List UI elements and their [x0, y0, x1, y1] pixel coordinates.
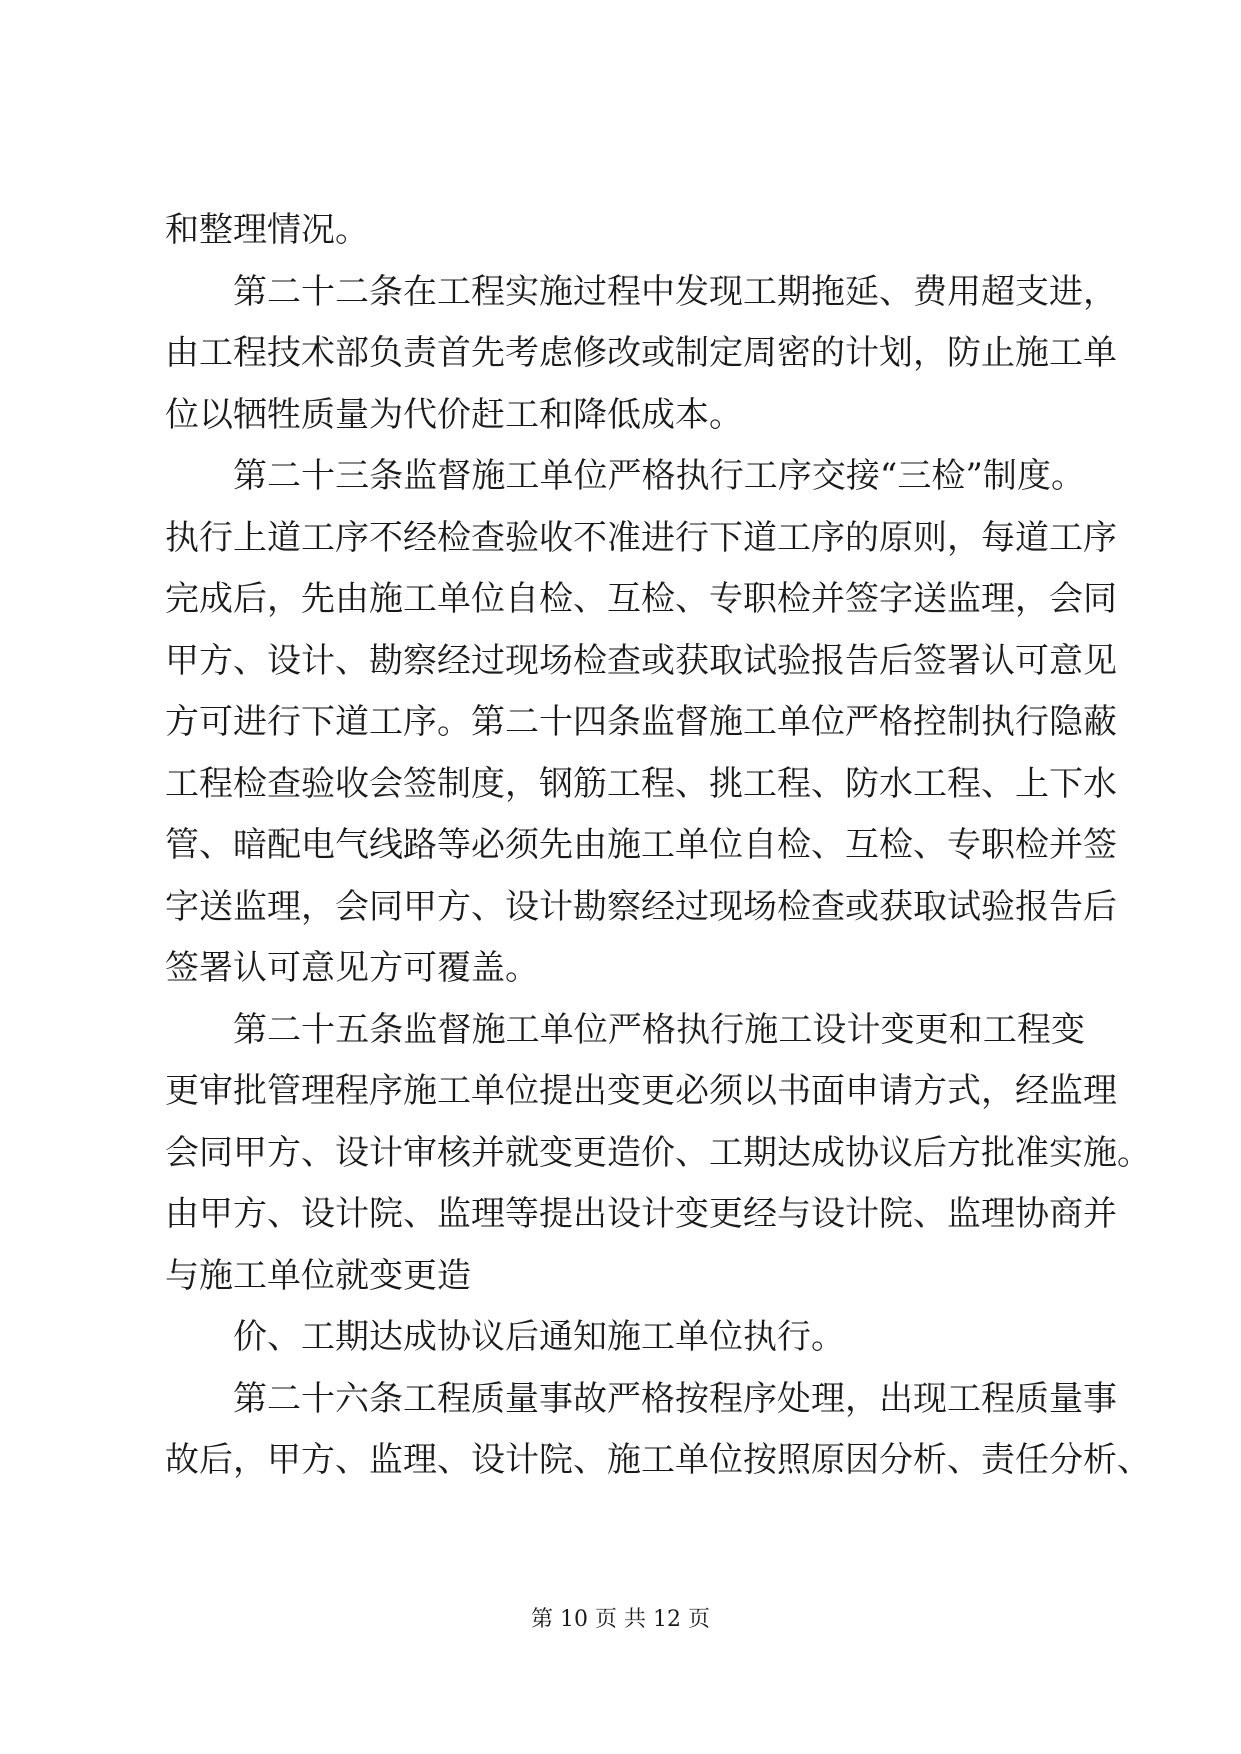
text-line: 签署认可意见方可覆盖。	[165, 948, 539, 988]
text-line: 字送监理，会同甲方、设计勘察经过现场检查或获取试验报告后	[165, 886, 1117, 927]
document-body	[165, 200, 1151, 1492]
text-line: 位以牺牲质量为代价赶工和降低成本。	[165, 394, 743, 435]
text-line: 由甲方、设计院、监理等提出设计变更经与设计院、监理协商并	[165, 1194, 1117, 1234]
text-line: 和整理情况。	[165, 210, 369, 250]
text-line: 方可进行下道工序。第二十四条监督施工单位严格控制执行隐蔽	[165, 702, 1117, 742]
text-line: 由工程技术部负责首先考虑修改或制定周密的计划，防止施工单	[165, 333, 1117, 373]
text-line: 价、工期达成协议后通知施工单位执行。	[233, 1317, 845, 1357]
text-line: 工程检查验收会签制度，钢筋工程、挑工程、防水工程、上下水	[165, 763, 1117, 804]
text-line: 故后，甲方、监理、设计院、施工单位按照原因分析、责任分析、	[165, 1440, 1151, 1480]
text-line: 第二十六条工程质量事故严格按程序处理，出现工程质量事	[233, 1378, 1117, 1419]
text-line: 第二十二条在工程实施过程中发现工期拖延、费用超支进，	[233, 271, 1117, 312]
text-line: 管、暗配电气线路等必须先由施工单位自检、互检、专职检并签	[165, 825, 1117, 865]
text-line: 甲方、设计、勘察经过现场检查或获取试验报告后签署认可意见	[165, 640, 1117, 681]
text-line: 执行上道工序不经检查验收不准进行下道工序的原则，每道工序	[165, 517, 1117, 558]
text-line: 更审批管理程序施工单位提出变更必须以书面申请方式，经监理	[165, 1071, 1117, 1111]
text-line: 会同甲方、设计审核并就变更造价、工期达成协议后方批准实施。	[165, 1132, 1151, 1173]
page-footer: 第 10 页 共 12 页	[531, 1607, 710, 1632]
text-line: 第二十三条监督施工单位严格执行工序交接“三检”制度。	[233, 456, 1085, 496]
text-line: 完成后，先由施工单位自检、互检、专职检并签字送监理，会同	[165, 579, 1117, 619]
text-line: 第二十五条监督施工单位严格执行施工设计变更和工程变	[233, 1009, 1085, 1050]
text-line: 与施工单位就变更造	[165, 1255, 471, 1296]
